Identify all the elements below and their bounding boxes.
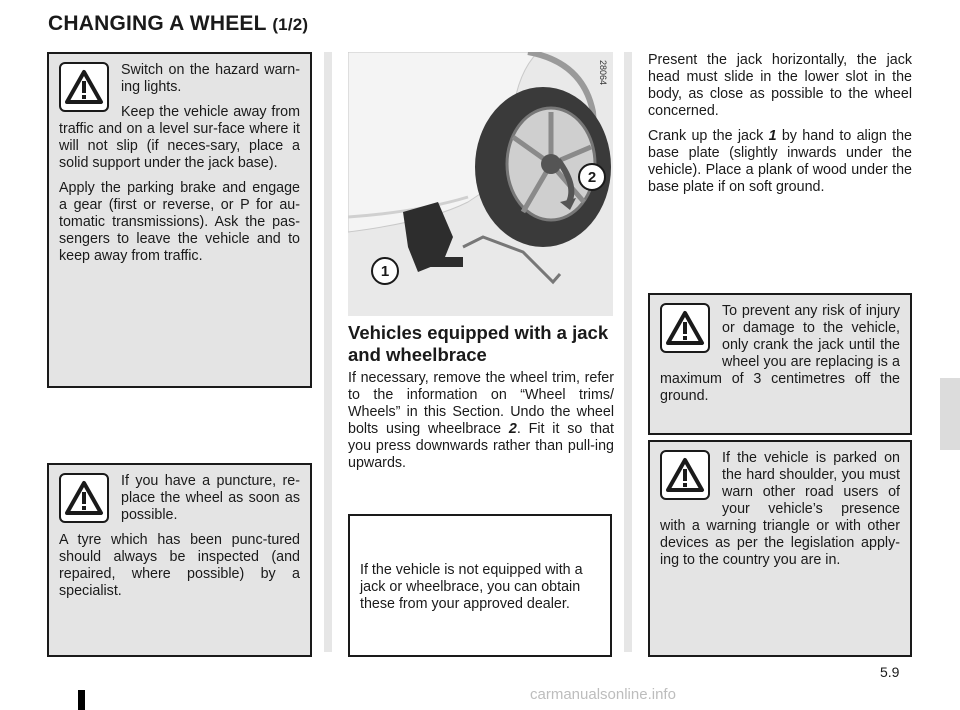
warning-hazard-p2: Keep the vehicle away from traffic and on a level sur-face where it will not slip (if neces-sary, place a solid support under the jack base). [59, 104, 300, 171]
callout-1 [371, 257, 399, 285]
warning-hazard-p1: Switch on the hazard warn-ing lights. [121, 62, 300, 95]
warning-hazard-p3: Apply the parking brake and engage a gear (first or reverse, or P for au-tomatic transmissions). Ask the pas-sengers to leave the vehicle and to keep away from traffic. [59, 180, 300, 264]
warning-box-hard-shoulder [648, 440, 912, 657]
crop-mark [78, 690, 85, 710]
jack-illustration [348, 52, 613, 316]
callout-2-label: 2 [587, 168, 597, 186]
right-p2-a: Crank up the jack [648, 128, 769, 144]
warning-box-puncture [47, 463, 312, 657]
figure-code: 28064 [598, 60, 608, 86]
column-divider-left [324, 52, 332, 652]
note-dealer-text: If the vehicle is not equipped with a jack or wheelbrace, you can obtain these from your approved dealer. [360, 562, 583, 612]
right-instructions [648, 52, 912, 204]
warning-puncture-p2: A tyre which has been punc-tured should always be inspected (and repaired, where possible) by a specialist. [59, 532, 300, 599]
note-box-dealer [348, 514, 612, 657]
page-title-text: CHANGING A WHEEL [48, 12, 267, 35]
warning-puncture-p1: If you have a puncture, re-place the wheel as soon as possible. [121, 473, 300, 523]
column-divider-right [624, 52, 632, 652]
right-p1: Present the jack horizontally, the jack head must slide in the lower slot in the body, as close as possible to the wheel concerned. [648, 52, 912, 119]
callout-2 [578, 163, 606, 191]
warning-hard-shoulder-text: If the vehicle is parked on the hard shoulder, you must warn other road users of your vehicle’s presence with a warning triangle or with other devices as per the legislation apply-ing to the country you are in. [660, 450, 900, 568]
jack-instr-text-b: . Fit it so that you press downwards rather than pull-ing upwards. [348, 421, 614, 471]
jack-ref: 1 [768, 128, 777, 144]
section-tab [940, 378, 960, 450]
right-p2-b: by hand to align the base plate (slightly inwards under the vehicle). Place a plank of wood under the base plate if on soft ground. [648, 128, 912, 195]
jack-instr-text-a: If necessary, remove the wheel trim, refer to the information on “Wheel trims/ Wheels” in this Section. Undo the wheel bolts using wheelbrace [348, 370, 614, 437]
warning-box-crank [648, 293, 912, 435]
jack-instructions [348, 370, 614, 480]
callout-1-label: 1 [380, 262, 390, 280]
warning-triangle-icon [660, 303, 710, 353]
watermark: carmanualsonline.info [530, 686, 676, 703]
warning-crank-text: To prevent any risk of injury or damage to the vehicle, only crank the jack until the wheel you are replacing is a maximum of 3 centimetres off the ground. [660, 303, 900, 404]
page-title [48, 12, 308, 36]
warning-triangle-icon [59, 62, 109, 112]
warning-triangle-icon [59, 473, 109, 523]
page-number: 5.9 [880, 664, 900, 680]
wheelbrace-ref: 2 [508, 421, 517, 437]
page-title-part: (1/2) [272, 15, 309, 34]
warning-box-hazard [47, 52, 312, 388]
warning-triangle-icon [660, 450, 710, 500]
section-heading: Vehicles equipped with a jack and wheelbrace [348, 322, 609, 365]
